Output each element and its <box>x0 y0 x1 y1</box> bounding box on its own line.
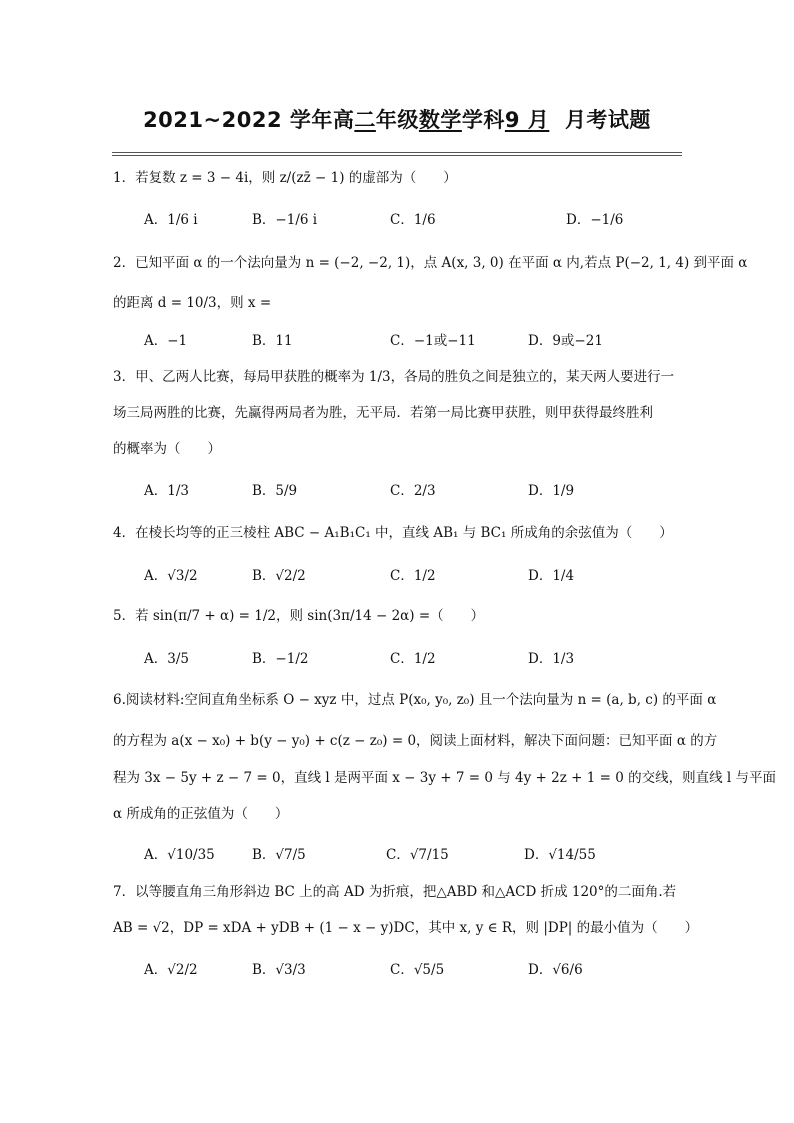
question-4-option-c: C．1/2 <box>390 568 436 584</box>
question-6-stem-line-2: 的方程为 a(x − x₀) + b(y − y₀) + c(z − z₀) = 0，阅读上面材料，解决下面问题：已知平面 α 的方 <box>113 733 718 749</box>
question-3-stem-line-1: 3．甲、乙两人比赛，每局甲获胜的概率为 1/3，各局的胜负之间是独立的，某天两人要进行一 <box>113 369 675 385</box>
question-5-option-b: B．−1/2 <box>252 651 309 667</box>
title-year: 2021~2022 学年高 <box>143 108 355 132</box>
question-6-option-b: B．√7/5 <box>252 847 306 863</box>
question-4-option-a: A．√3/2 <box>144 568 198 584</box>
title-rule-top <box>112 152 682 153</box>
title-subject: 学科 <box>461 108 505 132</box>
question-6-stem-line-3: 程为 3x − 5y + z − 7 = 0，直线 l 是两平面 x − 3y + 7 = 0 与 4y + 2z + 1 = 0 的交线，则直线 l 与平面 <box>113 770 777 786</box>
question-2-option-a: A．−1 <box>144 333 188 349</box>
question-5-option-c: C．1/2 <box>390 651 436 667</box>
title-grade-blank: 二 <box>354 108 376 132</box>
title-grade: 年级 <box>375 108 419 132</box>
question-3-stem-line-2: 场三局两胜的比赛，先赢得两局者为胜，无平局．若第一局比赛甲获胜，则甲获得最终胜利 <box>113 405 653 421</box>
question-6-option-d: D．√14/55 <box>524 847 596 863</box>
question-6-option-a: A．√10/35 <box>144 847 215 863</box>
question-3-option-c: C．2/3 <box>390 483 436 499</box>
question-6-option-c: C．√7/15 <box>386 847 449 863</box>
question-4-option-b: B．√2/2 <box>252 568 306 584</box>
question-6-stem-line-4: α 所成角的正弦值为（ ） <box>113 806 289 822</box>
question-7-option-c: C．√5/5 <box>390 962 445 978</box>
question-2-option-c: C．−1或−11 <box>390 333 476 349</box>
question-6-stem-line-1: 6.阅读材料:空间直角坐标系 O − xyz 中，过点 P(x₀, y₀, z₀) 且一个法向量为 n = (a, b, c) 的平面 α <box>113 692 717 708</box>
question-3-stem-line-3: 的概率为（ ） <box>113 441 221 457</box>
page-title <box>0 104 794 134</box>
title-exam: 月考试题 <box>564 108 651 132</box>
title-subject-blank: 数学 <box>418 108 462 132</box>
question-5-option-a: A．3/5 <box>144 651 189 667</box>
question-1-option-c: C．1/6 <box>390 212 436 228</box>
question-2-stem-line-1: 2．已知平面 α 的一个法向量为 n = (−2, −2, 1)，点 A(x, 3, 0) 在平面 α 内,若点 P(−2, 1, 4) 到平面 α <box>113 255 748 271</box>
title-month-blank: 9 月 <box>504 108 550 132</box>
question-7-stem-line-1: 7．以等腰直角三角形斜边 BC 上的高 AD 为折痕，把△ABD 和△ACD 折成 120°的二面角.若 <box>113 884 677 900</box>
question-1-option-d: D．−1/6 <box>566 212 624 228</box>
question-5-option-d: D．1/3 <box>528 651 575 667</box>
question-5-stem: 5．若 sin(π/7 + α) = 1/2，则 sin(3π/14 − 2α) =（ ） <box>113 608 485 624</box>
question-1-option-b: B．−1/6 i <box>252 212 318 228</box>
question-4-option-d: D．1/4 <box>528 568 575 584</box>
question-7-option-d: D．√6/6 <box>528 962 583 978</box>
question-1-stem: 1．若复数 z = 3 − 4i，则 z/(zz̄ − 1) 的虚部为（ ） <box>113 170 457 186</box>
question-2-stem-line-2: 的距离 d = 10/3，则 x = <box>113 295 272 311</box>
question-7-option-b: B．√3/3 <box>252 962 306 978</box>
question-3-option-a: A．1/3 <box>144 483 189 499</box>
title-rule-bottom <box>112 155 682 156</box>
question-2-option-b: B．11 <box>252 333 293 349</box>
question-7-stem-line-2: AB = √2，DP = xDA + yDB + (1 − x − y)DC，其中 x, y ∈ R，则 |DP| 的最小值为（ ） <box>113 920 699 936</box>
question-3-option-b: B．5/9 <box>252 483 298 499</box>
question-7-option-a: A．√2/2 <box>144 962 198 978</box>
question-1-option-a: A．1/6 i <box>144 212 198 228</box>
question-3-option-d: D．1/9 <box>528 483 575 499</box>
question-2-option-d: D．9或−21 <box>528 333 603 349</box>
question-4-stem: 4．在棱长均等的正三棱柱 ABC − A₁B₁C₁ 中，直线 AB₁ 与 BC₁ 所成角的余弦值为（ ） <box>113 525 673 541</box>
